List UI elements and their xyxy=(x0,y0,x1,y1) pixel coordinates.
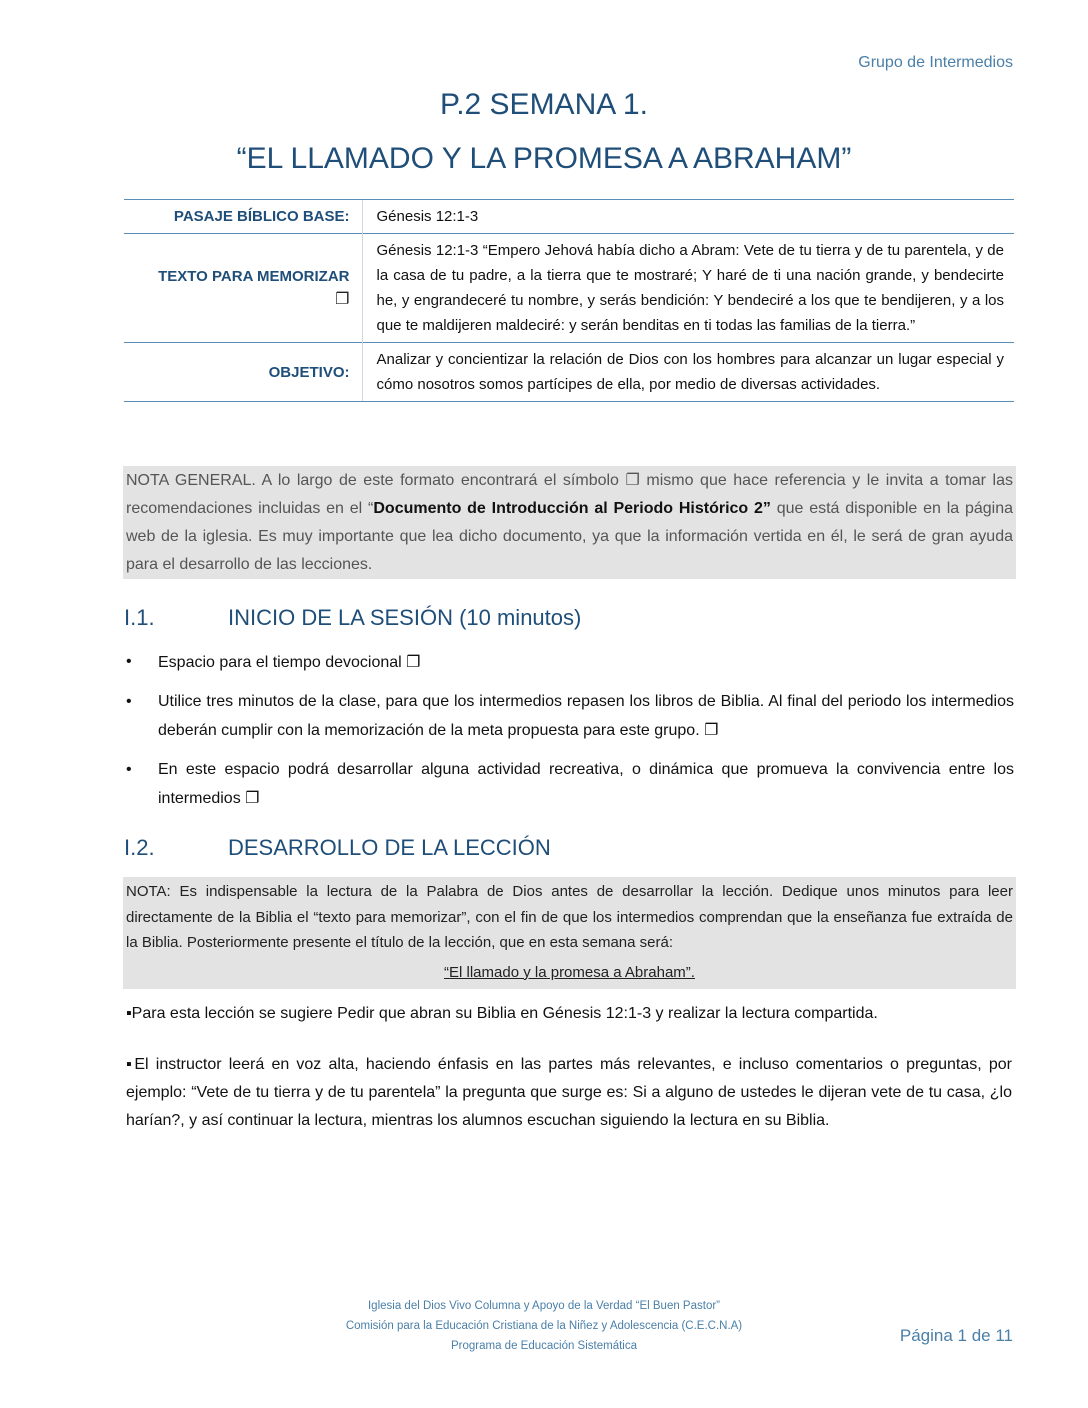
document-icon: ❐ xyxy=(245,788,260,807)
section-title: INICIO DE LA SESIÓN (10 minutos) xyxy=(228,605,582,630)
section-heading-desarrollo xyxy=(124,835,551,861)
list-item xyxy=(124,756,1014,813)
section-number: I.1. xyxy=(124,605,155,630)
memorize-label: TEXTO PARA MEMORIZAR xyxy=(158,268,350,285)
lesson-title-line1: P.2 SEMANA 1. xyxy=(440,88,648,121)
section-heading-inicio xyxy=(124,605,581,631)
instruction-paragraph-1: ▪Para esta lección se sugiere Pedir que abran su Biblia en Génesis 12:1-3 y realizar la lectura compartida. xyxy=(126,1005,878,1022)
section-title: DESARROLLO DE LA LECCIÓN xyxy=(228,835,551,860)
passage-label: PASAJE BÍBLICO BASE: xyxy=(124,200,362,234)
memorize-row xyxy=(124,234,1014,343)
list-item xyxy=(124,648,1014,677)
list-item xyxy=(124,688,1014,745)
lesson-note xyxy=(123,877,1016,989)
lesson-note-title: “El llamado y la promesa a Abraham”. xyxy=(444,963,695,981)
passage-row xyxy=(124,200,1014,234)
document-icon: ❐ xyxy=(335,289,350,308)
list-item-text: Espacio para el tiempo devocional xyxy=(158,654,407,671)
lesson-note-text: NOTA: Es indispensable la lectura de la Palabra de Dios antes de desarrollar la lección. Dedique unos minutos para leer directamente de la Biblia el “texto para memorizar”, con el fin de que los intermedios comprendan que la enseñanza fue extraída de la Biblia. Posteriormente presente el título de la lección, que en esta semana será: xyxy=(126,883,1013,951)
objective-value: Analizar y concientizar la relación de Dios con los hombres para alcanzar un lugar especial y cómo nosotros somos partícipes de ella, por medio de diversas actividades. xyxy=(362,343,1014,402)
general-note-text-1: NOTA GENERAL. A lo largo de este formato encontrará el símbolo xyxy=(126,472,626,489)
list-item-text: Utilice tres minutos de la clase, para que los intermedios repasen los libros de Biblia. Al final del periodo los intermedios deberán cumplir con la memorización de la meta propuesta para este grupo. xyxy=(158,693,1014,739)
section-number: I.2. xyxy=(124,835,155,860)
footer-commission: Comisión para la Educación Cristiana de la Niñez y Adolescencia (C.E.C.N.A) xyxy=(345,1320,743,1332)
instruction-paragraph-2: ▪El instructor leerá en voz alta, haciendo énfasis en las partes más relevantes, e incluso comentarios o preguntas, por ejemplo: “Vete de tu tierra y de tu parentela” la pregunta que surge es: Si a alguno de ustedes le dijeran vete de tu casa, ¿lo harían?, y así continuar la lectura, mientras los alumnos escuchan siguiendo la lectura en su Biblia. xyxy=(126,1056,1012,1129)
document-icon: ❐ xyxy=(704,720,719,739)
footer-program: Programa de Educación Sistemática xyxy=(450,1340,637,1352)
general-note xyxy=(123,466,1016,579)
passage-value: Génesis 12:1-3 xyxy=(362,200,1014,234)
page-number: Página 1 de 11 xyxy=(899,1326,1013,1345)
lesson-title-line2: “EL LLAMADO Y LA PROMESA A ABRAHAM” xyxy=(236,142,852,175)
general-note-document-name: Documento de Introducción al Periodo Histórico 2” xyxy=(373,500,771,517)
memorize-label-cell xyxy=(124,234,362,343)
header-group-label: Grupo de Intermedios xyxy=(858,54,1013,71)
lesson-info-table xyxy=(124,199,1014,402)
memorize-value: Génesis 12:1-3 “Empero Jehová había dicho a Abram: Vete de tu tierra y de tu parentela, y de la casa de tu padre, a la tierra que te mostraré; Y haré de ti una nación grande, y bendecirte he, y engrandeceré tu nombre, y serás bendición: Y bendeciré a los que te bendijeren, y a los que te maldijeren maldeciré: y serán benditas en ti todas las familias de la tierra.” xyxy=(362,234,1014,343)
general-note-text-3: que está disponible en la página web de la iglesia. Es muy importante que lea dicho documento, ya que la información vertida en él, le será de gran ayuda para el desarrollo de las lecciones. xyxy=(126,500,1014,573)
general-note-text-2: mismo que hace referencia y le invita a tomar las recomendaciones incluidas en el “ xyxy=(126,472,1014,517)
document-icon: ❐ xyxy=(625,470,640,489)
list-item-text: En este espacio podrá desarrollar alguna actividad recreativa, o dinámica que promueva la convivencia entre los intermedios xyxy=(158,761,1014,807)
objective-row xyxy=(124,343,1014,402)
session-start-list xyxy=(124,648,1014,824)
document-icon: ❐ xyxy=(406,652,421,671)
footer-church-name: Iglesia del Dios Vivo Columna y Apoyo de la Verdad “El Buen Pastor” xyxy=(367,1300,720,1312)
objective-label: OBJETIVO: xyxy=(124,343,362,402)
